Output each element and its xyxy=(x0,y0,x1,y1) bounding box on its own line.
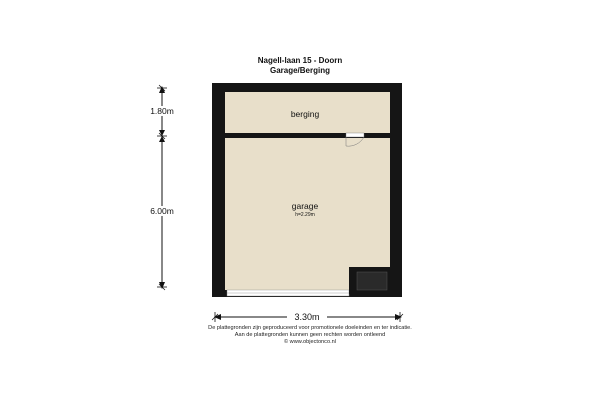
garage-depth-label: 6.00m xyxy=(150,206,174,216)
disclaimer-line-2: Aan de plattegronden kunnen geen rechten worden ontleend xyxy=(234,332,386,338)
dim-arrow-mid-down xyxy=(159,136,165,142)
berging-room-label: berging xyxy=(290,109,320,119)
door-opening xyxy=(346,133,364,137)
dim-arrow-right xyxy=(395,314,402,320)
garage-room-label: garage xyxy=(291,201,319,211)
garage-height-note: h=2.29m xyxy=(295,212,315,218)
plan-subtitle: Garage/Berging xyxy=(269,66,330,75)
berging-depth-label: 1.80m xyxy=(150,106,174,116)
dim-arrow-mid-up xyxy=(159,130,165,136)
width-label: 3.30m xyxy=(294,312,320,322)
dim-arrow-top xyxy=(159,86,165,93)
copyright-link: © www.objectonco.nl xyxy=(283,339,336,345)
corner-cabinet-inner xyxy=(357,272,387,290)
dim-arrow-bottom xyxy=(159,282,165,289)
disclaimer-line-1: De plattegronden zijn geproduceerd voor promotionele doeleinden en ter indicatie. xyxy=(208,325,412,331)
plan-address-title: Nagell-laan 15 - Doorn xyxy=(257,56,343,65)
dividing-wall xyxy=(225,133,390,137)
